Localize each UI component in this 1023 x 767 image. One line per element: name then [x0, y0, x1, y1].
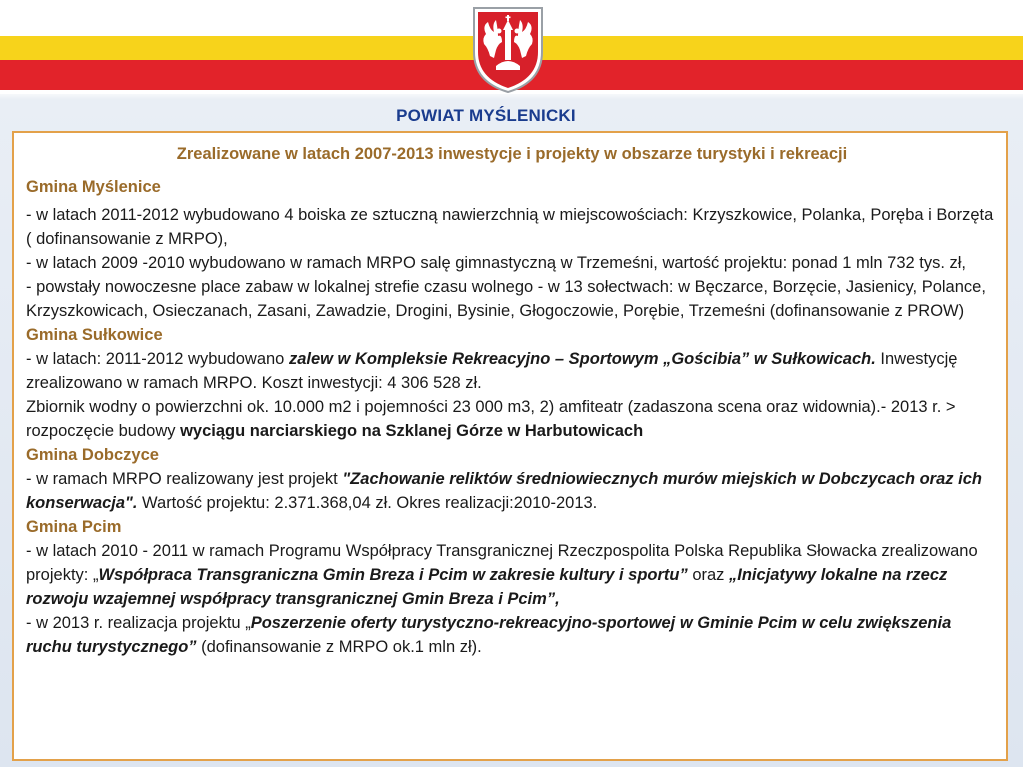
coat-of-arms-icon [468, 4, 548, 94]
dobczyce-paragraph-1: - w ramach MRPO realizowany jest projekt "Zachowanie reliktów średniowiecznych murów miejskich w Dobczycach oraz ich konserwacja". Wartość projektu: 2.371.368,04 zł. Okres realizacji:2010-2013. [26, 470, 982, 512]
sulkowice-paragraph-1: - w latach: 2011-2012 wybudowano zalew w Kompleksie Rekreacyjno – Sportowym „Gościbia” w Sułkowicach. Inwestycję zrealizowano w ramach MRPO. Koszt inwestycji: 4 306 528 zł. [26, 350, 958, 392]
heading-gmina-dobczyce: Gmina Dobczyce [26, 446, 159, 464]
sulkowice-paragraph-2: Zbiornik wodny o powierzchni ok. 10.000 m2 i pojemności 23 000 m3, 2) amfiteatr (zadaszona scena oraz widownia).- 2013 r. > rozpoczęcie budowy wyciągu narciarskiego na Szklanej Górze w Harbutowicach [26, 398, 956, 440]
page-title: POWIAT MYŚLENICKI [396, 106, 576, 125]
section-subtitle: Zrealizowane w latach 2007-2013 inwestycje i projekty w obszarze turystyki i rekreacji [176, 145, 848, 163]
content-panel [12, 131, 1008, 761]
heading-gmina-sulkowice: Gmina Sułkowice [26, 326, 163, 344]
heading-gmina-pcim: Gmina Pcim [26, 518, 122, 536]
content-text [26, 143, 998, 659]
pcim-paragraph-2: - w 2013 r. realizacja projektu „Poszerzenie oferty turystyczno-rekreacyjno-sportowej w Gminie Pcim w celu zwiększenia ruchu turystycznego” (dofinansowanie z MRPO ok.1 mln zł). [26, 614, 952, 656]
myslenice-paragraph-1: - w latach 2011-2012 wybudowano 4 boiska ze sztuczną nawierzchnią w miejscowościach: Krzyszkowice, Polanka, Poręba i Borzęta ( dofinansowanie z MRPO), [26, 206, 994, 248]
pcim-paragraph-1: - w latach 2010 - 2011 w ramach Programu Współpracy Transgranicznej Rzeczpospolita Polska Republika Słowacka zrealizowano projekty: „Współpraca Transgraniczna Gmin Breza i Pcim w zakresie kultury i sportu” oraz „Inicjatywy lokalne na rzecz rozwoju wzajemnej współpracy transgranicznej Gmin Breza i Pcim”, [26, 542, 978, 608]
heading-gmina-myslenice: Gmina Myślenice [26, 178, 161, 196]
myslenice-paragraph-2: - w latach 2009 -2010 wybudowano w ramach MRPO salę gimnastyczną w Trzemeśni, wartość projektu: ponad 1 mln 732 tys. zł, [26, 254, 967, 272]
myslenice-paragraph-3: - powstały nowoczesne place zabaw w lokalnej strefie czasu wolnego - w 13 sołectwach: w Bęczarce, Borzęcie, Jasienicy, Polance, Krzyszkowicach, Osieczanach, Zasani, Zawadzie, Drogini, Bysinie, Głogoczowie, Porębie, Trzemeśni (dofinansowanie z PROW) [26, 278, 986, 320]
